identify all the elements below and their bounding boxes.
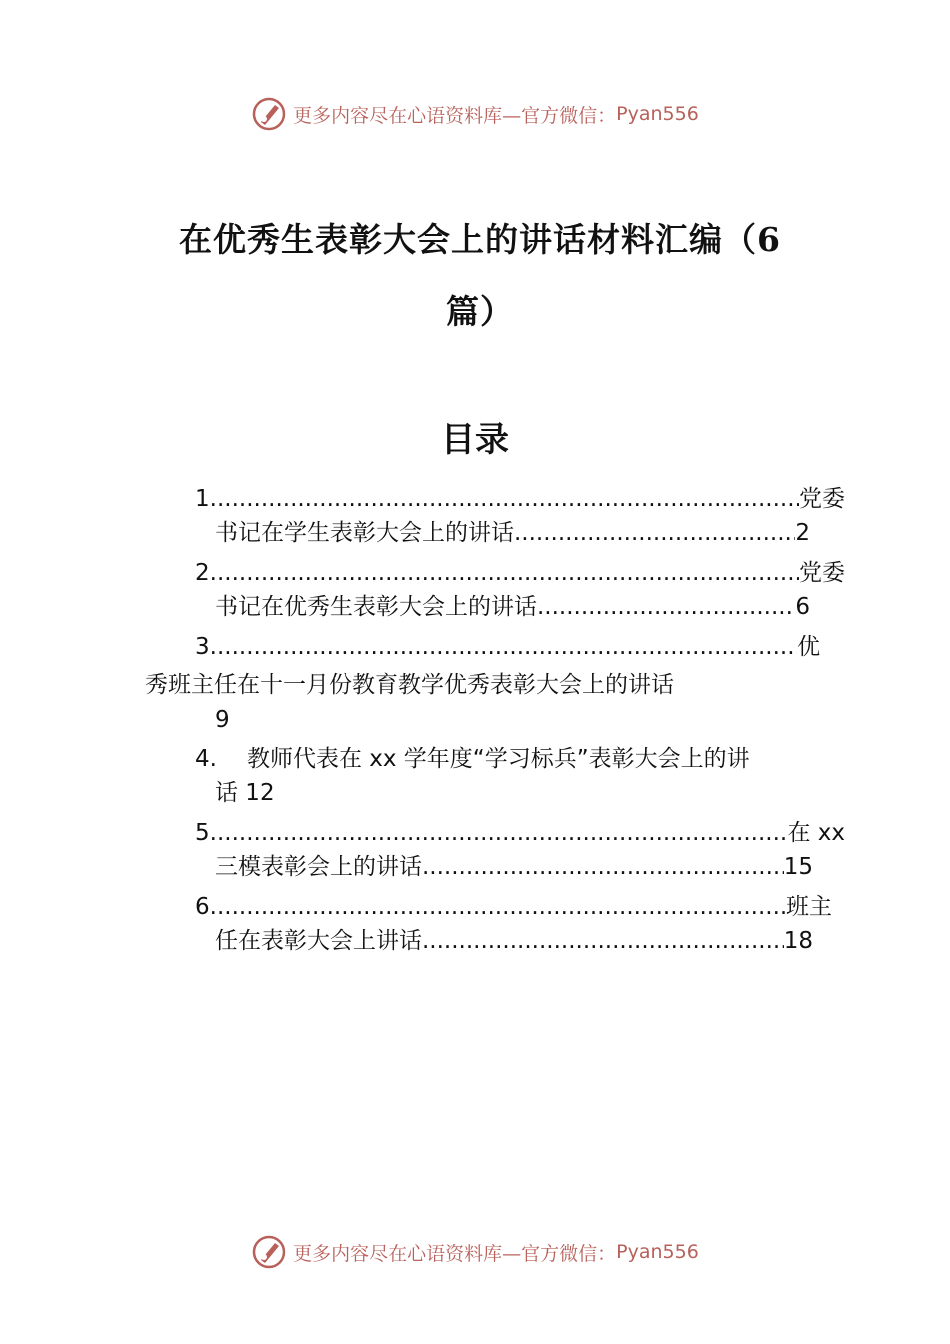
toc-entry-2-line1[interactable] — [195, 558, 845, 588]
toc-entry-title-start: 优 — [797, 634, 820, 660]
toc-leader-dots — [217, 632, 797, 662]
toc-entry-title-rest: 任在表彰大会上讲话 — [215, 928, 422, 954]
toc-entry-page: 9 — [215, 707, 230, 733]
banner-wechat-id: Pyan556 — [616, 103, 699, 125]
toc-leader-dots — [217, 818, 788, 848]
toc-leader-dots — [422, 926, 784, 956]
toc-entry-title-rest: 话 12 — [215, 780, 275, 806]
toc-entry-6-line2[interactable] — [215, 926, 813, 956]
toc-entry-4-line1[interactable] — [195, 744, 845, 774]
header-banner — [0, 94, 950, 134]
toc-entry-3-line1[interactable] — [195, 632, 820, 662]
toc-entry-3-line3[interactable] — [215, 705, 230, 735]
toc-heading: 目录 — [441, 420, 509, 460]
toc-entry-5-line1[interactable] — [195, 818, 845, 848]
banner-text: 更多内容尽在心语资料库—官方微信： — [293, 104, 617, 127]
toc-entry-1-line2[interactable] — [215, 518, 810, 548]
toc-entry-number: 4. — [195, 746, 217, 772]
toc-leader-dots — [217, 892, 786, 922]
toc-entry-3-line2[interactable] — [145, 670, 785, 700]
toc-entry-title-start: 党委 — [799, 560, 845, 586]
toc-entry-number: 1. — [195, 486, 217, 512]
toc-entry-title-start: 党委 — [799, 486, 845, 512]
toc-entry-title-rest: 三模表彰会上的讲话 — [215, 854, 422, 880]
document-title-line1: 在优秀生表彰大会上的讲话材料汇编（6 — [179, 220, 781, 259]
document-title-line2: 篇） — [446, 292, 514, 331]
toc-entry-title-rest: 书记在优秀生表彰大会上的讲话 — [215, 594, 537, 620]
toc-entry-page: 18 — [783, 928, 813, 954]
toc-entry-title-start: 在 xx — [787, 820, 845, 846]
toc-entry-1-line1[interactable] — [195, 484, 845, 514]
pen-logo-icon — [251, 96, 287, 132]
toc-entry-6-line1[interactable] — [195, 892, 832, 922]
toc-entry-page: 6 — [795, 594, 810, 620]
toc-entry-number: 3. — [195, 634, 217, 660]
banner-wechat-id: Pyan556 — [616, 1241, 699, 1263]
toc-entry-page: 2 — [795, 520, 810, 546]
toc-entry-2-line2[interactable] — [215, 592, 810, 622]
toc-entry-number: 6. — [195, 894, 217, 920]
pen-logo-icon — [251, 1234, 287, 1270]
toc-entry-number: 2. — [195, 560, 217, 586]
toc-entry-5-line2[interactable] — [215, 852, 813, 882]
toc-entry-number: 5. — [195, 820, 217, 846]
toc-leader-dots — [514, 518, 795, 548]
toc-leader-dots — [537, 592, 795, 622]
toc-entry-title-rest: 书记在学生表彰大会上的讲话 — [215, 520, 514, 546]
banner-text: 更多内容尽在心语资料库—官方微信： — [293, 1242, 617, 1265]
footer-banner — [0, 1232, 950, 1272]
toc-entry-title-start: 教师代表在 xx 学年度“学习标兵”表彰大会上的讲 — [246, 746, 750, 772]
toc-entry-title-start: 班主 — [786, 894, 832, 920]
toc-leader-dots — [217, 558, 799, 588]
toc-leader-dots — [217, 484, 799, 514]
toc-entry-4-line2[interactable] — [215, 778, 275, 808]
toc-entry-page: 15 — [783, 854, 813, 880]
toc-entry-title-rest: 秀班主任在十一月份教育教学优秀表彰大会上的讲话 — [145, 672, 674, 698]
toc-leader-dots — [422, 852, 784, 882]
